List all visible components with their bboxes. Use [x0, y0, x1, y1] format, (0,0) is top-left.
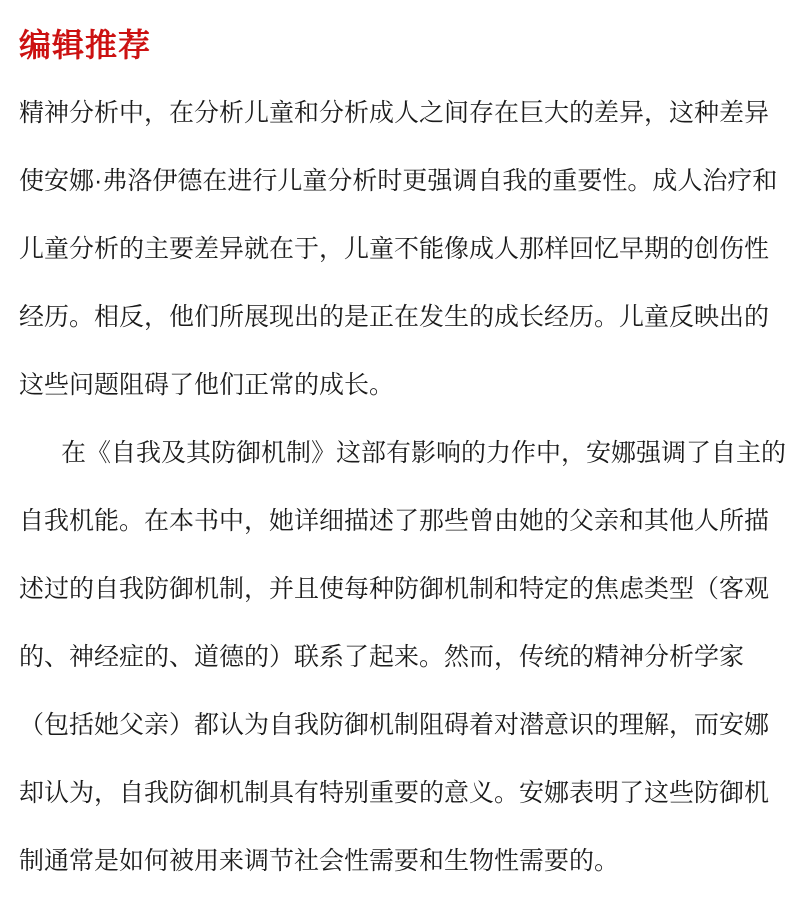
description-text [19, 79, 787, 895]
paragraph-2 [19, 419, 787, 895]
text-line: 自我机能。在本书中，她详细描述了那些曾由她的父亲和其他人所描 [19, 507, 770, 535]
text-line: （包括她父亲）都认为自我防御机制阻碍着对潜意识的理解，而安娜 [19, 711, 770, 739]
text-line: 经历。相反，他们所展现出的是正在发生的成长经历。儿童反映出的 [19, 303, 770, 331]
text-line: 儿童分析的主要差异就在于，儿童不能像成人那样回忆早期的创伤性 [19, 235, 770, 263]
text-line: 却认为，自我防御机制具有特别重要的意义。安娜表明了这些防御机 [19, 779, 770, 807]
text-line: 使安娜·弗洛伊德在进行儿童分析时更强调自我的重要性。成人治疗和 [19, 167, 778, 195]
text-line: 在《自我及其防御机制》这部有影响的力作中，安娜强调了自主的 [61, 439, 787, 467]
text-line: 这些问题阻碍了他们正常的成长。 [19, 371, 395, 399]
text-line: 精神分析中，在分析儿童和分析成人之间存在巨大的差异，这种差异 [19, 99, 770, 127]
paragraph-1 [19, 79, 778, 419]
page-title: 编辑推荐 [19, 27, 152, 63]
text-line: 制通常是如何被用来调节社会性需要和生物性需要的。 [19, 847, 620, 875]
text-line: 的、神经症的、道德的）联系了起来。然而，传统的精神分析学家 [19, 643, 745, 671]
text-line: 述过的自我防御机制，并且使每种防御机制和特定的焦虑类型（客观 [19, 575, 770, 603]
